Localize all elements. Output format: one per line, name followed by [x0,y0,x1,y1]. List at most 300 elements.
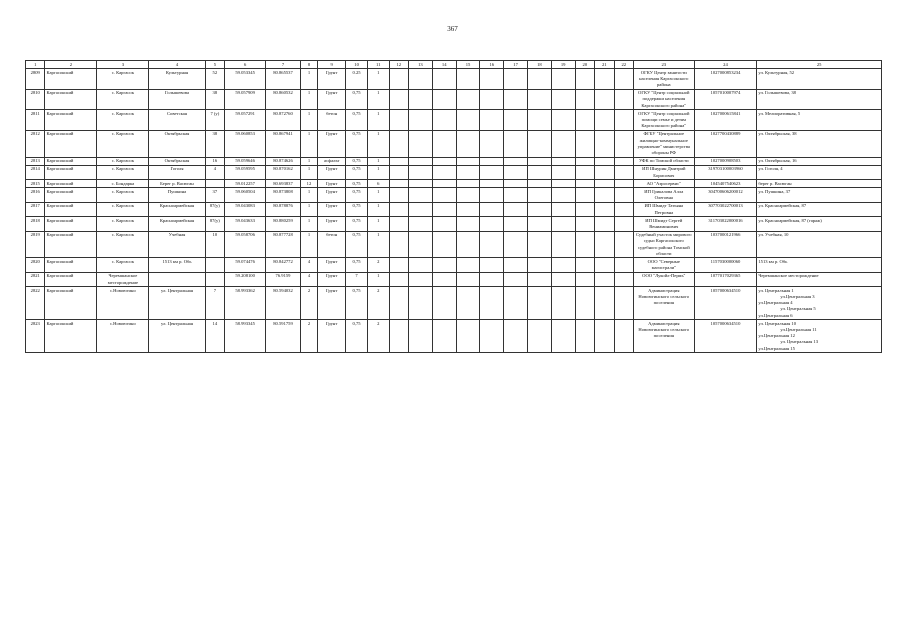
cell-district: Каргасокский [45,258,97,272]
cell-volume: 0,75 [346,217,368,231]
cell-lat: 59.057291 [225,110,266,131]
address-line: Черемшанское месторождение [758,273,819,279]
cell-address [757,157,882,165]
cell-empty [551,165,575,179]
cell-num: 2813 [26,157,45,165]
column-header: 20 [575,61,594,69]
cell-district: Каргасокский [45,69,97,90]
cell-lon: 80.591759 [266,320,301,353]
cell-ogrn: 1027000853234 [694,69,757,90]
cell-empty [551,287,575,320]
table-row [26,130,882,157]
cell-house [205,258,224,272]
cell-empty [527,287,551,320]
cell-num: 2822 [26,287,45,320]
cell-empty [551,157,575,165]
cell-empty [614,287,633,320]
cell-empty [409,217,433,231]
cell-empty [480,110,504,131]
column-header: 22 [614,61,633,69]
cell-surface: Грунт [318,130,346,157]
cell-containers: 1 [367,231,389,258]
cell-surface: бетон [318,231,346,258]
cell-lon: 80.870162 [266,165,301,179]
cell-volume: 0,75 [346,320,368,353]
cell-owner: ООО "Северные магистрали" [633,258,694,272]
cell-surface: Грунт [318,217,346,231]
header-row [26,61,882,69]
cell-containers: 2 [367,258,389,272]
cell-street: Голышевова [149,89,205,110]
cell-lat: 59.057909 [225,89,266,110]
cell-street: 1513 км р. Обь [149,258,205,272]
cell-volume: 0,75 [346,258,368,272]
column-header: 25 [757,61,882,69]
cell-num: 2816 [26,188,45,202]
cell-empty [575,272,594,286]
cell-empty [595,217,614,231]
cell-count: 4 [300,272,317,286]
cell-empty [527,157,551,165]
cell-lon: 80.867941 [266,130,301,157]
cell-address [757,188,882,202]
cell-house: 38 [205,89,224,110]
table-row [26,217,882,231]
cell-locality: с. Каргасок [97,130,149,157]
cell-count: 4 [300,258,317,272]
cell-empty [480,89,504,110]
cell-lat: 59.058706 [225,231,266,258]
cell-empty [480,157,504,165]
cell-empty [432,320,456,353]
cell-empty [456,180,480,188]
cell-owner: Администрация Новоюгинского сельского поселения [633,320,694,353]
cell-owner: ОГКУ Центр занятости населения Каргасокского района [633,69,694,90]
column-header: 10 [346,61,368,69]
cell-containers: 2 [367,287,389,320]
cell-address [757,287,882,320]
cell-num: 2817 [26,202,45,216]
address-line: ул. Гоголя, 4 [758,166,783,172]
cell-empty [614,272,633,286]
cell-ogrn: 1157030000060 [694,258,757,272]
column-header: 13 [409,61,433,69]
cell-street: Пушкина [149,188,205,202]
table-row [26,157,882,165]
cell-lon: 80.865537 [266,69,301,90]
cell-empty [456,320,480,353]
cell-empty [409,180,433,188]
cell-empty [432,272,456,286]
cell-empty [409,89,433,110]
cell-empty [389,180,408,188]
cell-lat: 59.053345 [225,69,266,90]
cell-volume: 0,75 [346,287,368,320]
cell-empty [527,130,551,157]
address-line: ул.Центральная 11 [780,327,817,333]
cell-empty [614,180,633,188]
cell-owner: Судебный участок мирового судьи Каргасокского судебного района Томской области [633,231,694,258]
cell-num: 2809 [26,69,45,90]
cell-owner: АО "Аэросервис" [633,180,694,188]
cell-empty [409,320,433,353]
cell-containers: 1 [367,130,389,157]
cell-num: 2821 [26,272,45,286]
cell-owner: ФГБУ "Центральное жилищно-коммунальное управление" министерства обороны РФ [633,130,694,157]
cell-empty [551,202,575,216]
address-line: ул.Центральная 3 [780,294,815,299]
cell-empty [432,258,456,272]
cell-empty [551,89,575,110]
column-header: 12 [389,61,408,69]
cell-empty [409,287,433,320]
cell-ogrn: 304700606200012 [694,188,757,202]
cell-empty [456,188,480,202]
cell-locality: с.Новоюгино [97,320,149,353]
cell-surface: Грунт [318,258,346,272]
column-header: 5 [205,61,224,69]
cell-empty [527,165,551,179]
address-line: ул. Октябрьская, 16 [758,158,797,164]
cell-num: 2811 [26,110,45,131]
cell-locality: с. Бондарка [97,180,149,188]
cell-lat: 59.043633 [225,217,266,231]
column-header: 17 [504,61,528,69]
cell-empty [409,272,433,286]
cell-ogrn: 1037000121966 [694,231,757,258]
table-header [26,61,882,69]
cell-address [757,165,882,179]
cell-address [757,217,882,231]
cell-house: 10 [205,231,224,258]
cell-empty [504,130,528,157]
cell-count: 1 [300,202,317,216]
cell-street: Гоголя [149,165,205,179]
cell-empty [432,180,456,188]
cell-empty [432,89,456,110]
cell-lat: 59.074476 [225,258,266,272]
address-line: берег р. Васюган [758,180,792,186]
cell-empty [456,130,480,157]
cell-empty [504,69,528,90]
cell-lon: 80.594032 [266,287,301,320]
cell-empty [389,157,408,165]
cell-empty [432,165,456,179]
cell-street: Октябрьская [149,130,205,157]
cell-locality: с. Каргасок [97,202,149,216]
cell-house: 4 [205,165,224,179]
address-line: ул.Центральная 6 [758,312,793,318]
cell-empty [480,272,504,286]
cell-empty [389,202,408,216]
address-line: ул. Культурная, 52 [758,69,795,75]
table-row [26,272,882,286]
column-header: 21 [595,61,614,69]
cell-empty [614,89,633,110]
cell-house: 52 [205,69,224,90]
cell-empty [551,110,575,131]
cell-empty [480,258,504,272]
cell-num: 2810 [26,89,45,110]
cell-empty [504,110,528,131]
cell-owner: ОГКУ "Центр социальной поддержки населения Каргасокского района" [633,89,694,110]
cell-empty [614,231,633,258]
cell-empty [456,258,480,272]
cell-empty [504,231,528,258]
cell-empty [432,287,456,320]
cell-ogrn: 1027000908503 [694,157,757,165]
cell-empty [504,272,528,286]
cell-empty [527,320,551,353]
column-header: 14 [432,61,456,69]
cell-empty [409,231,433,258]
cell-district: Каргасокский [45,320,97,353]
cell-count: 1 [300,165,317,179]
cell-surface: Грунт [318,287,346,320]
cell-house: 7 (у) [205,110,224,131]
cell-lat: 59.059595 [225,165,266,179]
cell-empty [527,188,551,202]
cell-lon: 80.873808 [266,188,301,202]
cell-count: 1 [300,217,317,231]
column-header: 4 [149,61,205,69]
cell-empty [575,69,594,90]
cell-street: Красноармейская [149,202,205,216]
cell-empty [389,217,408,231]
cell-count: 1 [300,130,317,157]
cell-empty [389,188,408,202]
cell-empty [614,130,633,157]
cell-count: 1 [300,188,317,202]
cell-street: Учебная [149,231,205,258]
cell-locality: с. Каргасок [97,231,149,258]
cell-volume: 0,75 [346,89,368,110]
cell-num: 2820 [26,258,45,272]
cell-empty [432,130,456,157]
cell-empty [504,320,528,353]
table-row [26,165,882,179]
cell-containers: 6 [367,180,389,188]
cell-empty [575,130,594,157]
cell-empty [595,320,614,353]
address-line: ул. Красноармейская, 87 (гараж) [758,217,822,223]
cell-empty [480,231,504,258]
address-line: ул. Голышевова, 38 [758,90,796,96]
cell-locality: Черемшанское месторождение [97,272,149,286]
cell-empty [480,180,504,188]
cell-surface: асфальт [318,157,346,165]
column-header: 18 [527,61,551,69]
cell-containers: 1 [367,89,389,110]
cell-address [757,180,882,188]
cell-empty [614,165,633,179]
cell-empty [456,110,480,131]
address-line: ул. Мелиоративная, 5 [758,110,801,116]
cell-house: 38 [205,130,224,157]
cell-containers: 1 [367,157,389,165]
cell-district: Каргасокский [45,231,97,258]
cell-address [757,320,882,353]
cell-empty [480,320,504,353]
cell-empty [389,130,408,157]
cell-empty [595,130,614,157]
cell-empty [504,188,528,202]
cell-empty [504,202,528,216]
cell-ogrn: 1045407540623 [694,180,757,188]
cell-count: 1 [300,231,317,258]
cell-count: 2 [300,287,317,320]
cell-lon: 76.9159 [266,272,301,286]
cell-lon: 80.874626 [266,157,301,165]
cell-num: 2818 [26,217,45,231]
address-line: ул.Центральная 15 [758,345,795,351]
address-line: ул. Центральная 5 [780,306,816,312]
cell-volume: 7 [346,272,368,286]
cell-empty [432,217,456,231]
cell-empty [456,287,480,320]
cell-count: 1 [300,157,317,165]
cell-empty [432,69,456,90]
cell-empty [456,202,480,216]
cell-street: ул. Центральная [149,287,205,320]
cell-district: Каргасокский [45,272,97,286]
cell-empty [409,157,433,165]
cell-empty [504,180,528,188]
cell-house: 87(у) [205,217,224,231]
cell-count: 1 [300,89,317,110]
cell-containers: 1 [367,272,389,286]
cell-empty [389,258,408,272]
cell-empty [389,287,408,320]
cell-empty [614,110,633,131]
cell-house: 14 [205,320,224,353]
cell-district: Каргасокский [45,110,97,131]
cell-empty [456,165,480,179]
cell-volume: 0,75 [346,188,368,202]
cell-empty [504,165,528,179]
cell-surface: Грунт [318,202,346,216]
column-header: 15 [456,61,480,69]
cell-locality: с. Каргасок [97,165,149,179]
cell-empty [614,258,633,272]
cell-district: Каргасокский [45,202,97,216]
cell-num: 2812 [26,130,45,157]
cell-empty [595,231,614,258]
cell-empty [551,130,575,157]
cell-empty [480,188,504,202]
table-row [26,258,882,272]
cell-ogrn: 319703100003960 [694,165,757,179]
cell-empty [389,69,408,90]
cell-lat: 59.060853 [225,130,266,157]
cell-empty [432,231,456,258]
cell-lat: 59.208100 [225,272,266,286]
cell-address [757,89,882,110]
cell-containers: 1 [367,188,389,202]
address-line: ул. Центральная 10 [758,320,797,326]
cell-house: 87(у) [205,202,224,216]
cell-empty [575,202,594,216]
cell-house: 7 [205,287,224,320]
table-row [26,188,882,202]
cell-containers: 1 [367,69,389,90]
cell-address [757,258,882,272]
cell-surface: Грунт [318,320,346,353]
cell-street: Культурная [149,69,205,90]
cell-empty [551,69,575,90]
cell-address [757,110,882,131]
cell-empty [551,217,575,231]
cell-count: 2 [300,320,317,353]
cell-empty [432,188,456,202]
table-row [26,89,882,110]
cell-empty [456,231,480,258]
cell-lon: 80.880259 [266,217,301,231]
cell-containers: 2 [367,320,389,353]
cell-empty [409,165,433,179]
cell-empty [551,180,575,188]
cell-locality: с. Каргасок [97,89,149,110]
table-row [26,110,882,131]
cell-count: 12 [300,180,317,188]
column-header: 2 [45,61,97,69]
address-line: 1513 км р. Обь [758,258,788,264]
cell-district: Каргасокский [45,165,97,179]
cell-owner: ИП Шмидт Сергей Вениаминович [633,217,694,231]
cell-empty [456,89,480,110]
cell-owner: ИП Шнурин Дмитрий Борисович [633,165,694,179]
cell-volume: 0,75 [346,110,368,131]
cell-empty [389,89,408,110]
table-row [26,287,882,320]
cell-empty [409,202,433,216]
cell-empty [527,89,551,110]
cell-empty [409,258,433,272]
cell-address [757,231,882,258]
cell-volume: 0,75 [346,180,368,188]
cell-empty [527,110,551,131]
cell-empty [575,157,594,165]
cell-empty [432,110,456,131]
address-line: ул.Центральная 12 [758,333,795,339]
cell-num: 2814 [26,165,45,179]
cell-ogrn: 1057000634510 [694,320,757,353]
column-header: 24 [694,61,757,69]
cell-empty [432,202,456,216]
cell-house: 37 [205,188,224,202]
cell-district: Каргасокский [45,217,97,231]
cell-empty [614,188,633,202]
cell-ogrn: 1027000615841 [694,110,757,131]
cell-empty [389,320,408,353]
cell-empty [456,157,480,165]
cell-num: 2819 [26,231,45,258]
cell-locality: с. Каргасок [97,157,149,165]
cell-empty [575,165,594,179]
column-header: 7 [266,61,301,69]
address-line: ул.Центральная 4 [758,300,793,306]
cell-containers: 1 [367,165,389,179]
cell-empty [575,258,594,272]
address-line: ул. Центральная 13 [780,339,819,345]
cell-owner: ООО "Лукойл-Пермь" [633,272,694,286]
cell-surface: Грунт [318,188,346,202]
address-line: ул. Красноармейская, 87 [758,203,807,209]
cell-empty [480,165,504,179]
cell-lon: 80.877728 [266,231,301,258]
cell-street: Октябрьская [149,157,205,165]
table-row [26,180,882,188]
